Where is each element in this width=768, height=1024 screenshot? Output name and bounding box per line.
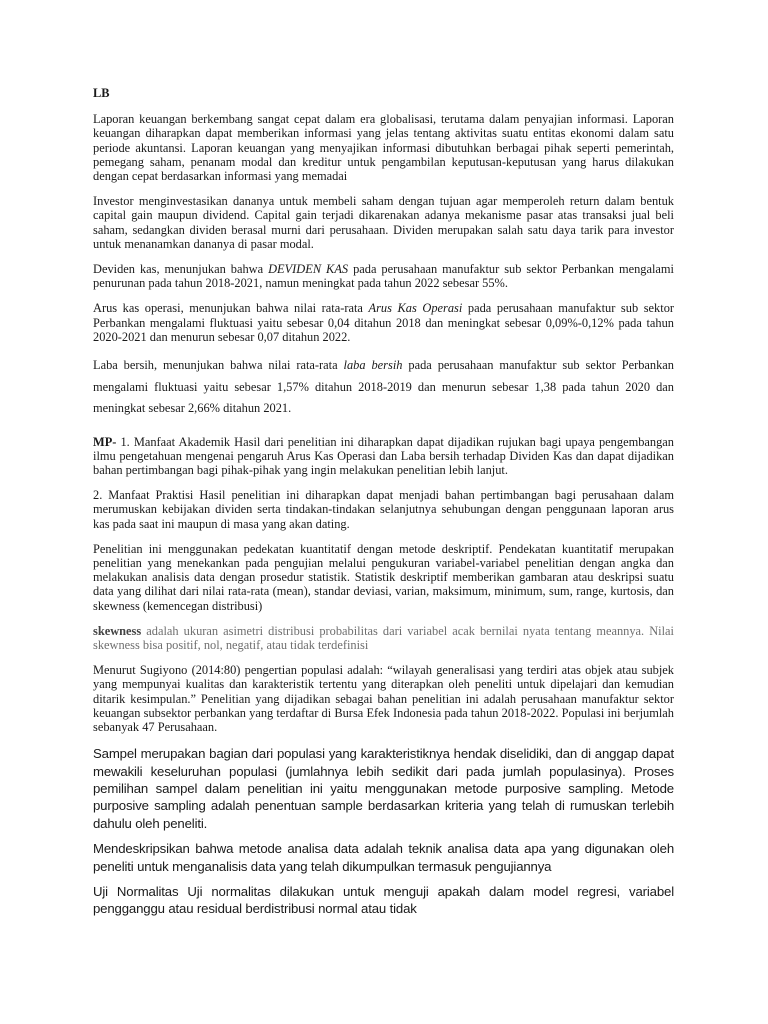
paragraph-investor: Investor menginvestasikan dananya untuk membeli saham dengan tujuan agar memperoleh return dalam bentuk capital gain maupun dividend. Capital gain terjadi dikarenakan adanya mekanisme pasar atas transaksi jual beli saham, sedangkan dividen berasal murni dari perusahaan. Dividen merupakan salah satu daya tarik para investor untuk menanamkan dananya di pasar modal. — [93, 194, 674, 251]
text-run: Arus kas operasi, menunjukan bahwa nilai rata-rata — [93, 301, 369, 316]
emphasis-laba-bersih: laba bersih — [343, 358, 403, 373]
text-run: 1. Manfaat Akademik Hasil dari penelitian ini diharapkan dapat dijadikan rujukan bagi upaya pengembangan ilmu pengetahuan mengenai pengaruh Arus Kas Operasi dan Laba bersih terhadap Dividen Kas dan dapat dijadikan bahan pertimbangan bagi pihak-pihak yang ingin melakukan penelitian lebih lanjut. — [93, 434, 674, 477]
paragraph-operating-cash-flow — [93, 301, 674, 344]
emphasis-arus-kas-operasi: Arus Kas Operasi — [368, 301, 463, 316]
paragraph-net-profit — [93, 355, 674, 420]
text-run: adalah ukuran asimetri distribusi probabilitas dari variabel acak bernilai nyata tentang meannya. Nilai skewness bisa positif, nol, negatif, atau tidak terdefinisi — [93, 623, 674, 652]
text-run: Deviden kas, menunjukan bahwa — [93, 262, 269, 277]
emphasis-dividen-kas: DEVIDEN KAS — [268, 262, 349, 277]
text-run: pada perusahaan manufaktur sub sektor Perbankan mengalami fluktuasi yaitu sebesar 0,04 ditahun 2018 dan meningkat sebesar 0,09%-0,12% pada tahun 2020-2021 dan menurun sebesar 0,07 ditahun 2022. — [93, 301, 675, 344]
section-heading-lb: LB — [93, 86, 110, 100]
paragraph-financial-reports: Laporan keuangan berkembang sangat cepat dalam era globalisasi, terutama dalam penyajian informasi. Laporan keuangan diharapkan dapat memberikan informasi yang jelas tentang aktivitas suatu entitas ekonomi dalam satu periode akuntansi. Laporan keuangan yang menyajikan informasi dibutuhkan berbagai pihak seperti pemerintah, pemegang saham, penanam modal dan kreditur untuk pengambilan keputusan-keputusan yang harus dilakukan dengan cepat berdasarkan informasi yang memadai — [93, 112, 674, 184]
paragraph-skewness — [93, 624, 674, 652]
paragraph-population: Menurut Sugiyono (2014:80) pengertian populasi adalah: “wilayah generalisasi yang terdiri atas objek atau subjek yang mempunyai kualitas dan karakteristik tertentu yang diterapkan oleh peneliti untuk dipelajari dan kemudian ditarik kesimpulan.” Penelitian yang dijadikan sebagai bahan penelitian ini adalah perusahaan manufaktur sektor keuangan subsektor perbankan yang terdaftar di Bursa Efek Indonesia pada tahun 2018-2022. Populasi ini berjumlah sebanyak 47 Perusahaan. — [93, 663, 674, 734]
paragraph-method: Penelitian ini menggunakan pedekatan kuantitatif dengan metode deskriptif. Pendekatan kuantitatif merupakan penelitian yang menekankan pada pengujian melalui pengukuran variabel-variabel penelitian dengan angka dan melakukan analisis data dengan prosedur statistik. Statistik deskriptif memberikan gambaran atau deskripsi suatu data yang dilihat dari nilai rata-rata (mean), standar deviasi, varian, maksimum, minimum, sum, range, kurtosis, dan skewness (kemencegan distribusi) — [93, 541, 674, 613]
paragraph-sample: Sampel merupakan bagian dari populasi yang karakteristiknya hendak diselidiki, dan di anggap dapat mewakili keseluruhan populasi (jumlahnya lebih sedikit dari pada jumlah populasinya). Proses pemilihan sampel dalam penelitian ini yaitu menggunakan metode purposive sampling. Metode purposive sampling adalah penentuan sample berdasarkan kriteria yang telah di rumuskan terlebih dahulu oleh peneliti. — [93, 746, 674, 831]
text-run: pada perusahaan manufaktur sub sektor Perbankan mengalami fluktuasi yaitu sebesar 1,57% ditahun 2018-2019 dan menurun sebesar 1,38 pada tahun 2020 dan meningkat sebesar 2,66% ditahun 2021. — [93, 358, 675, 416]
skewness-term: skewness — [93, 623, 142, 638]
text-run: pada perusahaan manufaktur sub sektor Perbankan mengalami penurunan pada tahun 2018-2021, namun meningkat pada tahun 2022 sebesar 55%. — [93, 262, 674, 291]
paragraph-dividend-cash — [93, 262, 674, 290]
mp-label: MP- — [93, 434, 117, 449]
paragraph-academic-benefit — [93, 435, 674, 478]
paragraph-data-analysis: Mendeskripsikan bahwa metode analisa data adalah teknik analisa data apa yang digunakan oleh peneliti untuk menganalisis data yang telah dikumpulkan termasuk pengujiannya — [93, 841, 674, 874]
paragraph-normality-test: Uji Normalitas Uji normalitas dilakukan untuk menguji apakah dalam model regresi, variabel pengganggu atau residual berdistribusi normal atau tidak — [93, 884, 674, 917]
text-run: Laba bersih, menunjukan bahwa nilai rata-rata — [93, 358, 344, 373]
paragraph-practical-benefit: 2. Manfaat Praktisi Hasil penelitian ini diharapkan dapat menjadi bahan pertimbangan bagi perusahaan dalam merumuskan kebijakan dividen serta tindakan-tindakan selanjutnya sehubungan dengan penggunaan laporan arus kas pada saat ini maupun di masa yang akan dating. — [93, 488, 674, 531]
